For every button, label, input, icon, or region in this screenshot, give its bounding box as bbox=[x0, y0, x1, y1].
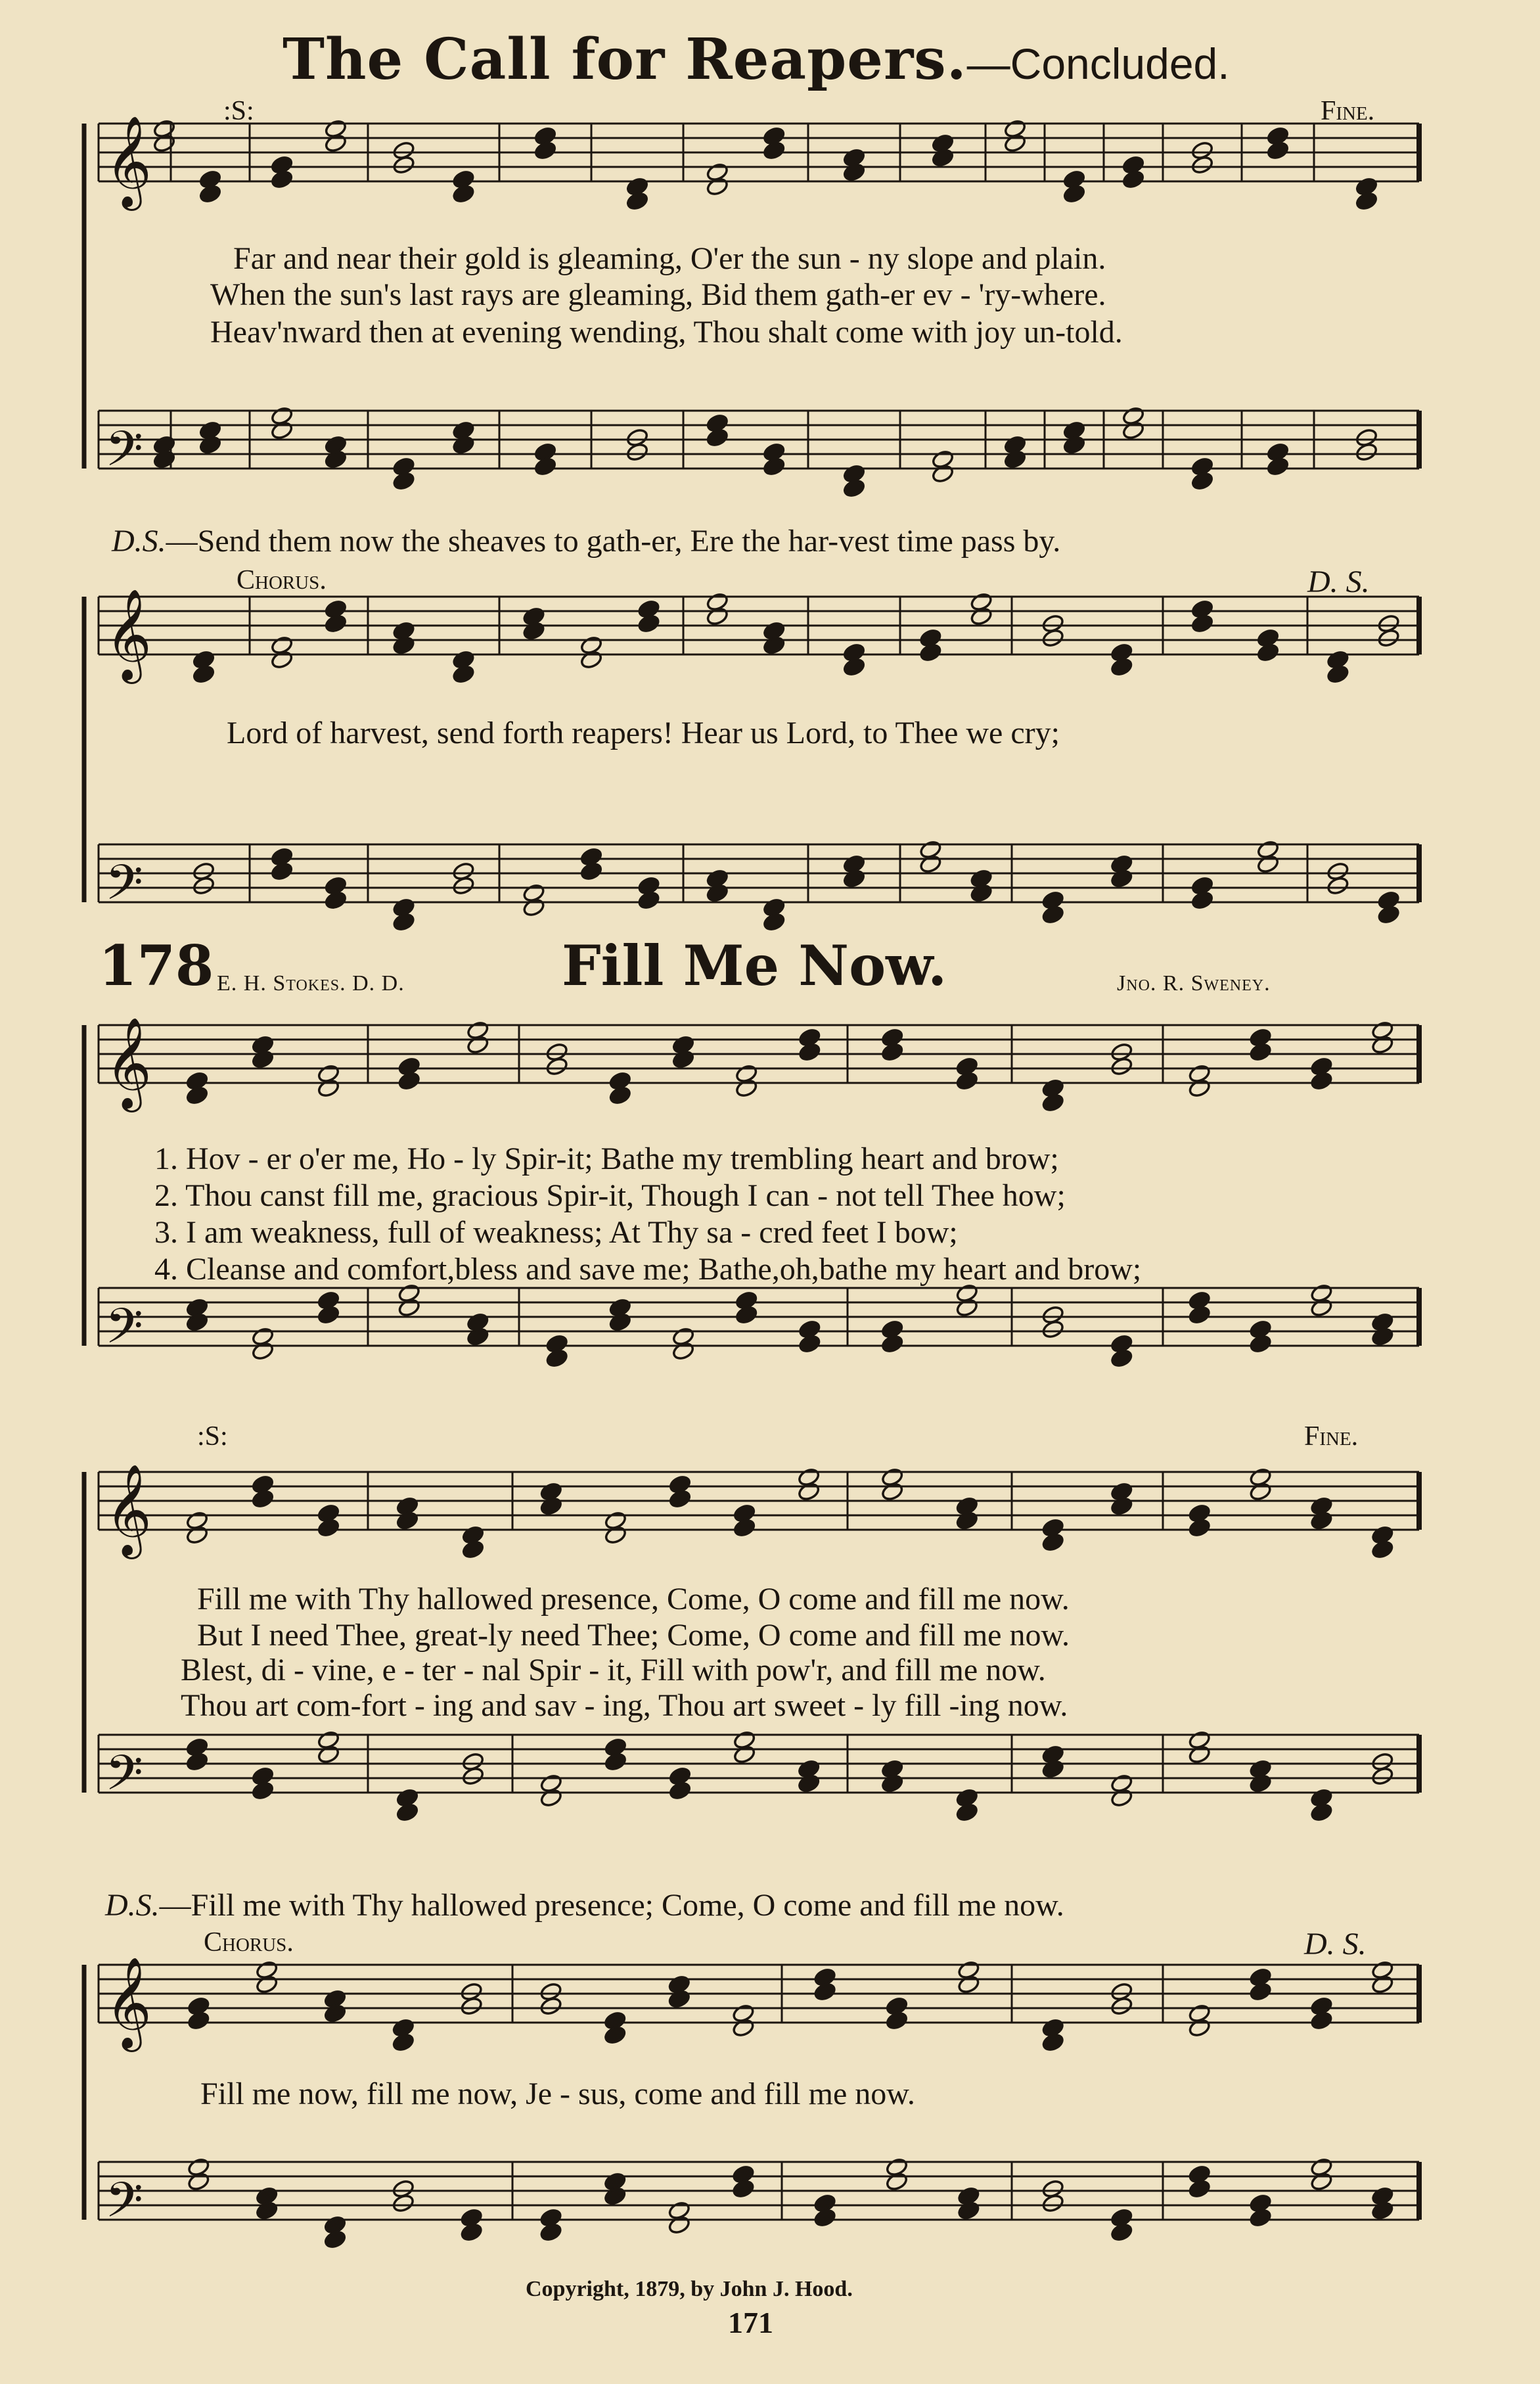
note-head bbox=[152, 449, 176, 470]
hymn-composer: Jno. R. Sweney. bbox=[1117, 971, 1271, 996]
note-head bbox=[1249, 2208, 1273, 2228]
note-head bbox=[1370, 1327, 1394, 1347]
note-head bbox=[323, 2230, 347, 2250]
note-head bbox=[545, 1057, 569, 1077]
note-head bbox=[970, 883, 993, 904]
bass-clef-icon: 𝄢 bbox=[105, 1745, 143, 1814]
note-head bbox=[539, 1496, 563, 1517]
note-head bbox=[1188, 1078, 1212, 1099]
note-head bbox=[880, 1042, 904, 1063]
note-head bbox=[460, 1996, 484, 2017]
hymn-title: Fill Me Now. bbox=[562, 933, 947, 998]
note-head bbox=[317, 1745, 340, 1765]
note-head bbox=[1121, 421, 1145, 441]
note-head bbox=[452, 664, 476, 685]
note-head bbox=[192, 664, 215, 685]
note-head bbox=[1062, 435, 1086, 455]
verse-text-4: Cleanse and comfort,bless and save me; Bathe,oh,bathe my heart and brow; bbox=[186, 1252, 1142, 1287]
note-head bbox=[397, 1298, 421, 1318]
prev-verse-line-3: Heav'nward then at evening wending, Thou shalt come with joy un-told. bbox=[210, 315, 1123, 350]
note-head bbox=[842, 162, 866, 183]
staff bbox=[99, 411, 1419, 490]
note-head bbox=[198, 184, 222, 204]
note-head bbox=[461, 1766, 485, 1787]
note-head bbox=[317, 1078, 340, 1099]
note-head bbox=[732, 2179, 756, 2199]
note-head bbox=[603, 2186, 627, 2207]
note-head bbox=[762, 635, 786, 656]
note-head bbox=[270, 861, 294, 882]
prev-fine-mark: Fine. bbox=[1321, 96, 1375, 126]
verse-text-1: Hov - er o'er me, Ho - ly Spir-it; Bathe my trembling heart and brow; bbox=[186, 1141, 1059, 1176]
note-head bbox=[1041, 2193, 1065, 2214]
note-head bbox=[1041, 1093, 1065, 1113]
treble-clef-icon: 𝄞 bbox=[105, 589, 152, 680]
note-head bbox=[270, 650, 294, 670]
verse-line-4 bbox=[154, 1254, 1141, 1285]
note-head bbox=[1377, 628, 1401, 649]
note-head bbox=[1041, 1532, 1065, 1553]
staff bbox=[99, 1464, 1419, 1559]
note-head bbox=[397, 1071, 421, 1091]
note-head bbox=[461, 1540, 485, 1560]
verse-text-2: Thou canst fill me, gracious Spir-it, Though I can - not tell Thee how; bbox=[185, 1178, 1066, 1213]
note-head bbox=[604, 1752, 627, 1772]
staff bbox=[99, 1017, 1419, 1112]
note-head bbox=[324, 449, 348, 470]
note-head bbox=[1370, 2201, 1394, 2221]
note-head bbox=[842, 478, 866, 499]
note-head bbox=[522, 621, 546, 641]
note-head bbox=[579, 650, 603, 670]
ds-text: —Fill me with Thy hallowed presence; Come, O come and fill me now. bbox=[159, 1888, 1064, 1923]
note-head bbox=[396, 1802, 419, 1823]
note-head bbox=[1249, 1982, 1273, 2002]
bass-clef-icon: 𝄢 bbox=[105, 421, 143, 490]
note-head bbox=[735, 1305, 758, 1325]
note-head bbox=[187, 2172, 210, 2192]
note-head bbox=[1041, 1319, 1065, 1340]
note-head bbox=[324, 614, 348, 634]
note-head bbox=[637, 614, 661, 634]
note-head bbox=[735, 1078, 758, 1099]
note-head bbox=[1062, 184, 1086, 204]
note-head bbox=[396, 1511, 419, 1531]
prev-chorus-line: Lord of harvest, send forth reapers! Hear us Lord, to Thee we cry; bbox=[227, 716, 1060, 750]
prev-hymn-title-suffix: —Concluded. bbox=[966, 39, 1230, 88]
note-head bbox=[392, 912, 416, 932]
verse-number-3: 3. bbox=[154, 1215, 178, 1250]
note-head bbox=[733, 1518, 756, 1538]
refrain-line-4: Thou art com-fort - ing and sav - ing, Thou art sweet - ly fill -ing now. bbox=[181, 1688, 1068, 1723]
note-head bbox=[522, 898, 546, 918]
chorus-ds: D. S. bbox=[1304, 1927, 1367, 1961]
note-head bbox=[1370, 1766, 1394, 1787]
note-head bbox=[1256, 643, 1280, 663]
bass-clef-icon: 𝄢 bbox=[105, 1298, 143, 1367]
prev-ds-line bbox=[112, 526, 1060, 557]
note-head bbox=[1188, 2179, 1212, 2199]
note-head bbox=[668, 1489, 692, 1509]
note-head bbox=[251, 1781, 275, 1801]
verse-number-4: 4. bbox=[154, 1252, 178, 1287]
staff bbox=[99, 1288, 1419, 1367]
note-head bbox=[1003, 449, 1027, 470]
note-head bbox=[1188, 2018, 1212, 2038]
note-head bbox=[392, 2193, 415, 2214]
note-head bbox=[1041, 628, 1065, 649]
note-head bbox=[668, 1781, 692, 1801]
note-head bbox=[706, 428, 729, 448]
note-head bbox=[732, 2018, 756, 2038]
note-head bbox=[885, 2011, 909, 2031]
note-head bbox=[1188, 1305, 1212, 1325]
refrain-line-2: But I need Thee, great-ly need Thee; Come, O come and fill me now. bbox=[197, 1618, 1070, 1653]
note-head bbox=[957, 2201, 981, 2221]
note-head bbox=[955, 1802, 979, 1823]
note-head bbox=[1003, 133, 1027, 154]
note-head bbox=[579, 861, 603, 882]
note-head bbox=[317, 1518, 340, 1538]
note-head bbox=[885, 2172, 909, 2192]
bass-clef-icon: 𝄢 bbox=[105, 2172, 143, 2241]
note-head bbox=[1110, 869, 1133, 889]
note-head bbox=[671, 1049, 695, 1070]
note-head bbox=[466, 1327, 489, 1347]
note-head bbox=[1370, 1540, 1394, 1560]
note-head bbox=[1256, 854, 1280, 875]
note-head bbox=[798, 1334, 821, 1354]
prev-chorus-ds: D. S. bbox=[1307, 564, 1370, 599]
note-head bbox=[533, 141, 557, 161]
note-head bbox=[1377, 905, 1401, 925]
note-head bbox=[919, 854, 943, 875]
treble-clef-icon: 𝄞 bbox=[105, 1017, 152, 1109]
page-number: 171 bbox=[728, 2306, 773, 2339]
note-head bbox=[1370, 1035, 1394, 1055]
note-head bbox=[842, 657, 866, 677]
note-head bbox=[323, 2004, 347, 2024]
note-head bbox=[1310, 1071, 1334, 1091]
staff bbox=[99, 2162, 1419, 2241]
verse-line-3 bbox=[154, 1217, 958, 1249]
note-head bbox=[1190, 890, 1214, 911]
note-head bbox=[1310, 2172, 1334, 2192]
note-head bbox=[1310, 1511, 1334, 1531]
hymn-number: 178 bbox=[99, 933, 214, 998]
note-head bbox=[671, 1341, 695, 1362]
note-head bbox=[255, 2201, 279, 2221]
note-head bbox=[533, 457, 557, 477]
note-head bbox=[813, 1982, 837, 2002]
note-head bbox=[880, 1774, 904, 1794]
note-head bbox=[1249, 1482, 1273, 1502]
note-head bbox=[1266, 141, 1290, 161]
note-head bbox=[1110, 1348, 1133, 1369]
note-head bbox=[251, 1489, 275, 1509]
note-head bbox=[452, 184, 476, 204]
note-head bbox=[452, 435, 476, 455]
note-head bbox=[608, 1086, 632, 1106]
note-head bbox=[880, 1334, 904, 1354]
note-head bbox=[706, 177, 729, 197]
note-head bbox=[762, 912, 786, 932]
treble-clef-icon: 𝄞 bbox=[105, 1464, 152, 1555]
note-head bbox=[251, 1341, 275, 1362]
ds-label: D.S. bbox=[105, 1888, 160, 1923]
staff bbox=[99, 844, 1419, 923]
note-head bbox=[255, 1975, 279, 1995]
note-head bbox=[1190, 471, 1214, 492]
note-head bbox=[1110, 1496, 1133, 1517]
note-head bbox=[317, 1305, 340, 1325]
staff bbox=[99, 116, 1419, 211]
note-head bbox=[625, 191, 649, 212]
note-head bbox=[1355, 191, 1378, 212]
note-head bbox=[813, 2208, 837, 2228]
note-head bbox=[1188, 1745, 1212, 1765]
note-head bbox=[152, 133, 176, 154]
note-head bbox=[1310, 2011, 1334, 2031]
note-head bbox=[392, 471, 416, 492]
note-head bbox=[1266, 457, 1290, 477]
note-head bbox=[324, 890, 348, 911]
chorus-line: Fill me now, fill me now, Je - sus, come and fill me now. bbox=[200, 2076, 915, 2111]
note-head bbox=[957, 1975, 981, 1995]
note-head bbox=[668, 2215, 691, 2235]
note-head bbox=[842, 869, 866, 889]
prev-verse-line-1: Far and near their gold is gleaming, O'er the sun - ny slope and plain. bbox=[233, 241, 1106, 276]
note-head bbox=[1370, 1975, 1394, 1995]
prev-verse-line-2: When the sun's last rays are gleaming, Bid them gath-er ev - 'ry-where. bbox=[210, 277, 1106, 312]
note-head bbox=[1310, 1298, 1334, 1318]
verse-number-1: 1. bbox=[154, 1141, 178, 1176]
note-head bbox=[1310, 1802, 1334, 1823]
note-head bbox=[955, 1511, 979, 1531]
staff bbox=[99, 589, 1419, 684]
note-head bbox=[931, 148, 955, 168]
note-head bbox=[1190, 614, 1214, 634]
note-head bbox=[185, 1312, 209, 1333]
note-head bbox=[187, 2011, 210, 2031]
note-head bbox=[1110, 657, 1133, 677]
note-head bbox=[198, 435, 222, 455]
staff bbox=[99, 1735, 1419, 1814]
treble-clef-icon: 𝄞 bbox=[105, 1957, 152, 2048]
refrain-fine-mark: Fine. bbox=[1304, 1421, 1359, 1452]
note-head bbox=[539, 1996, 563, 2017]
verse-line-1 bbox=[154, 1143, 1059, 1175]
note-head bbox=[270, 421, 294, 441]
note-head bbox=[466, 1035, 489, 1055]
note-head bbox=[706, 607, 729, 627]
note-head bbox=[1110, 2222, 1133, 2243]
note-head bbox=[1355, 442, 1378, 463]
note-head bbox=[539, 1788, 563, 1808]
copyright-notice: Copyright, 1879, by John J. Hood. bbox=[526, 2277, 853, 2301]
note-head bbox=[1249, 1042, 1273, 1063]
note-head bbox=[1190, 155, 1214, 175]
prev-ds-label: D.S. bbox=[112, 524, 166, 559]
note-head bbox=[608, 1312, 632, 1333]
note-head bbox=[970, 607, 993, 627]
note-head bbox=[668, 1989, 691, 2009]
note-head bbox=[603, 2025, 627, 2046]
refrain-segno: :S: bbox=[197, 1421, 228, 1452]
note-head bbox=[392, 155, 416, 175]
verse-number-2: 2. bbox=[154, 1178, 178, 1213]
treble-clef-icon: 𝄞 bbox=[105, 116, 152, 207]
note-head bbox=[270, 170, 294, 190]
note-head bbox=[1326, 876, 1350, 896]
note-head bbox=[1110, 1996, 1133, 2017]
bass-clef-icon: 𝄢 bbox=[105, 854, 143, 923]
note-head bbox=[251, 1049, 275, 1070]
note-head bbox=[880, 1482, 904, 1502]
ds-line bbox=[105, 1890, 1064, 1921]
note-head bbox=[797, 1482, 821, 1502]
prev-ds-text: —Send them now the sheaves to gath-er, Ere the har-vest time pass by. bbox=[166, 524, 1061, 559]
note-head bbox=[185, 1525, 209, 1546]
note-head bbox=[797, 1774, 821, 1794]
refrain-line-1: Fill me with Thy hallowed presence, Come, O come and fill me now. bbox=[197, 1582, 1070, 1616]
note-head bbox=[931, 464, 955, 484]
note-head bbox=[604, 1525, 627, 1546]
note-head bbox=[185, 1086, 209, 1106]
note-head bbox=[452, 876, 476, 896]
note-head bbox=[324, 133, 348, 154]
note-head bbox=[545, 1348, 569, 1369]
prev-hymn-title-text: The Call for Reapers. bbox=[283, 26, 967, 93]
note-head bbox=[1041, 2032, 1065, 2053]
note-head bbox=[392, 635, 416, 656]
prev-chorus-label: Chorus. bbox=[237, 565, 327, 595]
verse-text-3: I am weakness, full of weakness; At Thy sa - cred feet I bow; bbox=[186, 1215, 958, 1250]
note-head bbox=[1041, 1759, 1065, 1779]
verse-line-2 bbox=[154, 1180, 1066, 1212]
note-head bbox=[1121, 170, 1145, 190]
note-head bbox=[1249, 1334, 1273, 1354]
note-head bbox=[798, 1042, 821, 1063]
note-head bbox=[1249, 1774, 1273, 1794]
note-head bbox=[733, 1745, 756, 1765]
note-head bbox=[1326, 664, 1350, 685]
note-head bbox=[637, 890, 661, 911]
note-head bbox=[955, 1298, 979, 1318]
note-head bbox=[185, 1752, 209, 1772]
note-head bbox=[762, 457, 786, 477]
chorus-label: Chorus. bbox=[204, 1927, 294, 1958]
note-head bbox=[1188, 1518, 1212, 1538]
note-head bbox=[1110, 1057, 1133, 1077]
note-head bbox=[1110, 1788, 1133, 1808]
note-head bbox=[919, 643, 943, 663]
note-head bbox=[762, 141, 786, 161]
staff bbox=[99, 1957, 1419, 2052]
note-head bbox=[460, 2222, 484, 2243]
hymn-author: E. H. Stokes. D. D. bbox=[217, 971, 405, 996]
note-head bbox=[539, 2222, 563, 2243]
prev-segno: :S: bbox=[223, 96, 254, 126]
note-head bbox=[392, 2032, 415, 2053]
note-head bbox=[192, 876, 215, 896]
note-head bbox=[625, 442, 649, 463]
note-head bbox=[706, 883, 729, 904]
note-head bbox=[1041, 905, 1065, 925]
refrain-line-3: Blest, di - vine, e - ter - nal Spir - it, Fill with pow'r, and fill me now. bbox=[181, 1653, 1046, 1687]
note-head bbox=[955, 1071, 979, 1091]
